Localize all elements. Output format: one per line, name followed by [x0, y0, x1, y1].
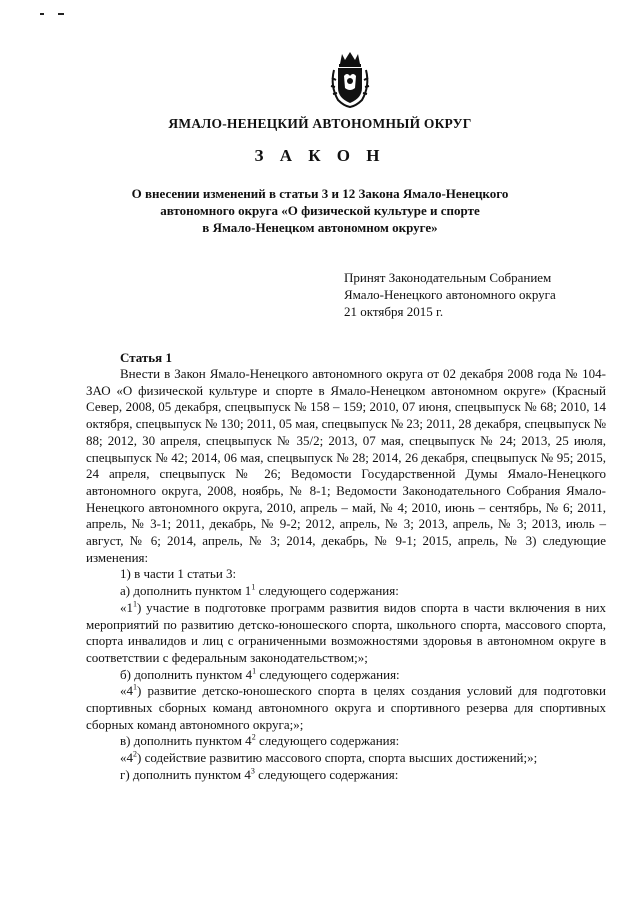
article-body: [86, 366, 606, 784]
law-title-line: в Ямало-Ненецком автономном округе»: [202, 220, 438, 235]
quote-4-1: «$4^1$) развитие детско-юношеского спорта в целях создания условий для подготовки спортивных сборных команд автономного округа и спортивного резерва для спортивных сборных команд автономного округа;»;: [86, 683, 606, 732]
adopted-line: Ямало-Ненецкого автономного округа: [344, 287, 556, 302]
quote-1-1: «$1^1$) участие в подготовке программ развития видов спорта в части включения в них мероприятий по развитию детско-юношеского спорта, школьного спорта, массового спорта, спорта инвалидов и лиц с ограниченными возможностями здоровья в автономном округе в соответствии с федеральным законодательством;»;: [86, 599, 606, 665]
law-title-line: О внесении изменений в статьи 3 и 12 Закона Ямало-Ненецкого: [131, 186, 509, 201]
law-title-line: автономного округа «О физической культуре и спорте: [160, 203, 480, 218]
subitem-v: в) дополнить пунктом $4^2$ следующего содержания:: [120, 733, 400, 749]
quote-4-2: «$4^2$) содействие развитию массового спорта, спорта высших достижений;»;: [120, 749, 538, 766]
subitem-a: а) дополнить пунктом $1^1$ следующего содержания:: [120, 582, 399, 599]
article-heading: Статья 1: [120, 350, 172, 365]
scan-mark: [40, 13, 44, 15]
adopted-line: Принят Законодательным Собранием: [344, 270, 552, 285]
adopted-date: 21 октября 2015 г.: [344, 304, 444, 319]
item-1: 1) в части 1 статьи 3:: [120, 566, 237, 582]
subitem-b: б) дополнить пунктом $4^1$ следующего содержания:: [120, 666, 400, 682]
region-heading: ЯМАЛО-НЕНЕЦКИЙ АВТОНОМНЫЙ ОКРУГ: [168, 116, 472, 131]
document-type-heading: З А К О Н: [254, 146, 386, 165]
scan-mark: [58, 13, 64, 15]
intro-paragraph: Внести в Закон Ямало-Ненецкого автономного округа от 02 декабря 2008 года № 104-ЗАО «О физической культуре и спорте в Ямало-Ненецком автономном округе» (Красный Север, 2008, 05 декабря, спецвыпуск № 158 – 159; 2010, 07 июня, спецвыпуск № 68; 2010, 14 октября, спецвыпуск № 130; 2011, 05 мая, спецвыпуск № 23; 2011, 28 декабря, спецвыпуск № 88; 2012, 30 апреля, спецвыпуск № 35/2; 2013, 07 мая, спецвыпуск № 24; 2013, 25 июля, спецвыпуск № 42; 2014, 06 мая, спецвыпуск № 28; 2014, 26 декабря, спецвыпуск № 95; 2015, 24 апреля, спецвыпуск № 26; Ведомости Государственной Думы Ямало-Ненецкого автономного округа, 2008, ноябрь, № 8-1; Ведомости Законодательного Собрания Ямало-Ненецкого автономного округа, 2010, апрель – май, № 4; 2010, июнь – сентябрь, № 6; 2011, апрель, № 3-1; 2011, декабрь, № 9-2; 2012, апрель, № 3; 2013, апрель, № 3; 2013, июль – август, № 6; 2014, апрель, № 3; 2014, декабрь, № 9-1; 2015, апрель, № 3) следующие изменения:: [86, 366, 606, 565]
coat-of-arms-icon: [328, 48, 372, 110]
subitem-g: г) дополнить пунктом $4^3$ следующего содержания:: [120, 766, 399, 782]
